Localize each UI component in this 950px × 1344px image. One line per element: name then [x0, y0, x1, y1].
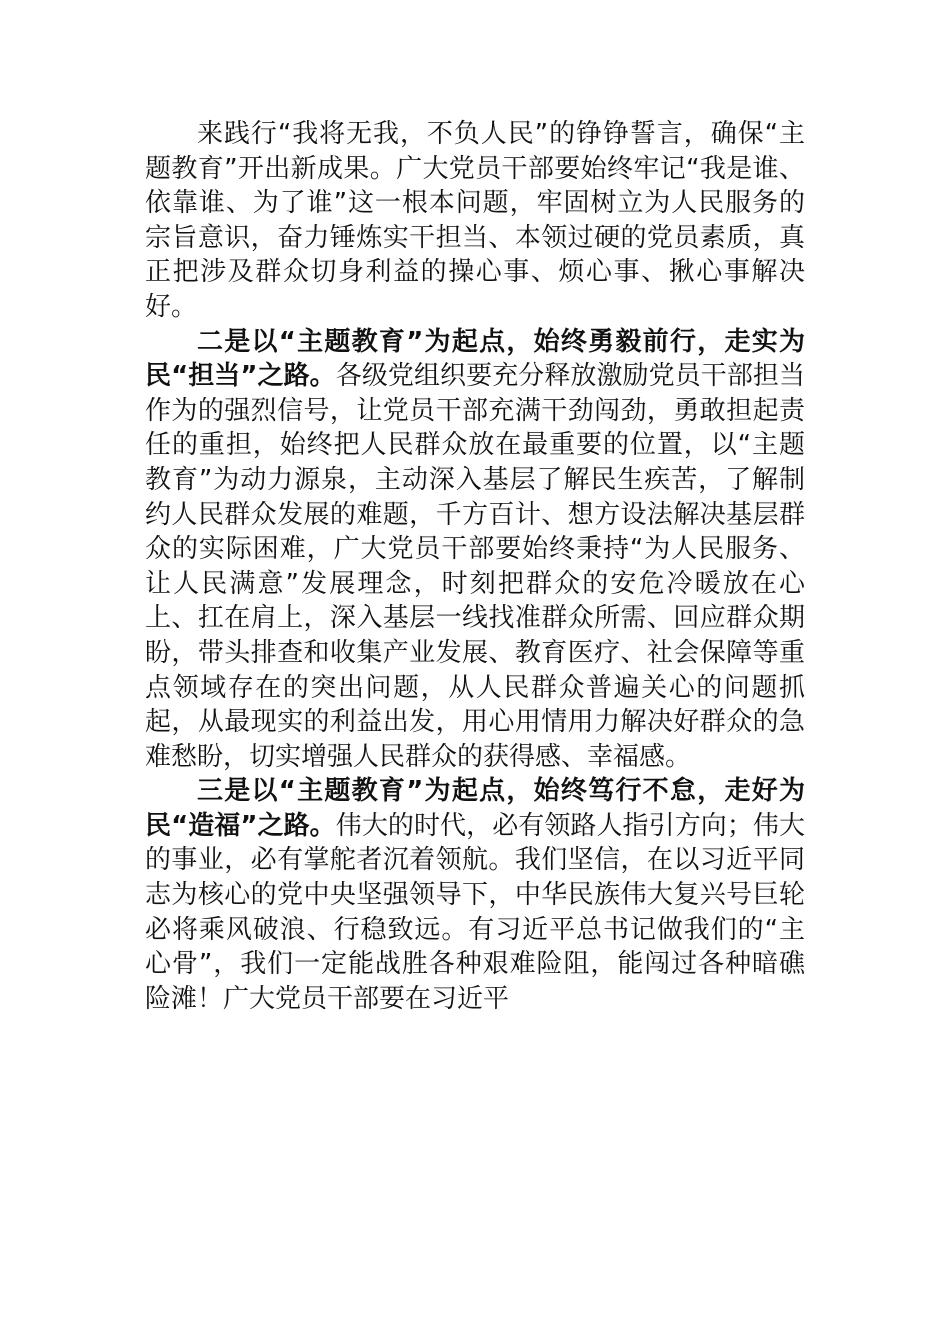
paragraph-body: 伟大的时代，必有领路人指引方向；伟大的事业，必有掌舵者沉着领航。我们坚信，在以习近平同志为核心的党中央坚强领导下，中华民族伟大复兴号巨轮必将乘风破浪、行稳致远。有习近平总书记做我们的“主心骨”，我们一定能战胜各种艰难险阻，能闯过各种暗礁险滩！广大党员干部要在习近平: [145, 810, 805, 1014]
paragraph-second-point: [145, 325, 805, 775]
paragraph-body: 来践行“我将无我，不负人民”的铮铮誓言，确保“主题教育”开出新成果。广大党员干部要始终牢记“我是谁、依靠谁、为了谁”这一根本问题，牢固树立为人民服务的宗旨意识，奋力锤炼实干担当、本领过硬的党员素质，真正把涉及群众切身利益的操心事、烦心事、揪心事解决好。: [145, 119, 805, 322]
paragraph-third-point: [145, 774, 805, 1016]
document-page: [145, 117, 805, 1016]
paragraph-lead: 三是以“主题教育”为起点，始终笃行不怠，走好为民“造福”之路。: [145, 776, 805, 841]
paragraph-continuation: [145, 117, 805, 325]
paragraph-body: 各级党组织要充分释放激励党员干部担当作为的强烈信号，让党员干部充满干劲闯劲，勇敢担起责任的重担，始终把人民群众放在最重要的位置，以“主题教育”为动力源泉，主动深入基层了解民生疾苦，了解制约人民群众发展的难题，千方百计、想方设法解决基层群众的实际困难，广大党员干部要始终秉持“为人民服务、让人民满意”发展理念，时刻把群众的安危冷暖放在心上、扛在肩上，深入基层一线找准群众所需、回应群众期盼，带头排查和收集产业发展、教育医疗、社会保障等重点领域存在的突出问题，从人民群众普遍关心的问题抓起，从最现实的利益出发，用心用情用力解决好群众的急难愁盼，切实增强人民群众的获得感、幸福感。: [145, 361, 805, 772]
paragraph-lead: 二是以“主题教育”为起点，始终勇毅前行，走实为民“担当”之路。: [145, 326, 805, 392]
